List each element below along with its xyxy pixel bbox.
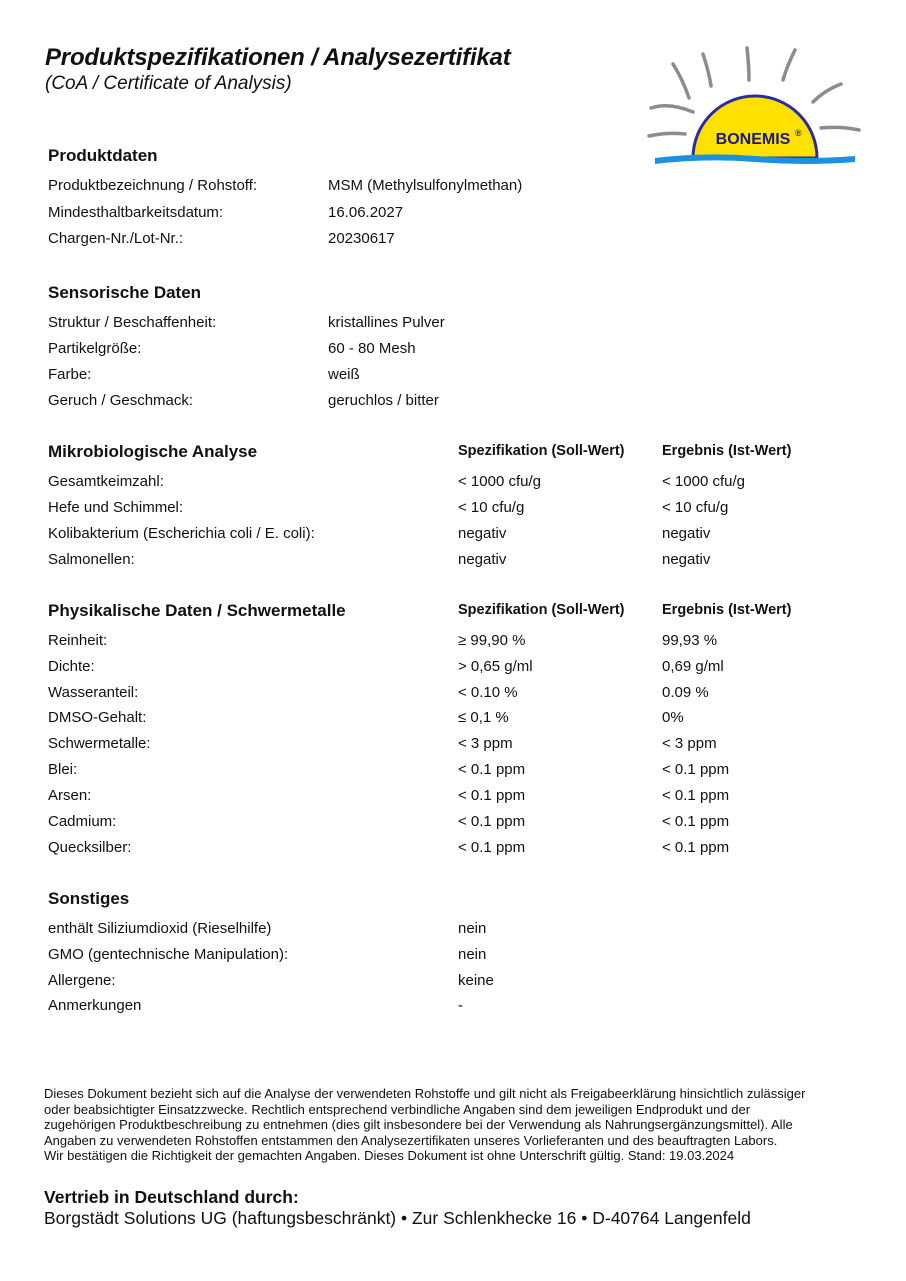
section-heading-produktdaten: Produktdaten [48, 146, 158, 165]
sensorik-label: Geruch / Geschmack: [48, 392, 194, 409]
physik-result: < 0.1 ppm [662, 813, 730, 830]
sensorik-value: weiß [328, 366, 360, 383]
physik-result: 99,93 % [662, 632, 718, 649]
produktdaten-label: Mindesthaltbarkeitsdatum: [48, 204, 224, 221]
mikro-label: Gesamtkeimzahl: [48, 473, 164, 490]
column-header-result: Ergebnis (Ist-Wert) [662, 602, 792, 618]
physik-result: 0.09 % [662, 684, 709, 701]
mikro-spec: negativ [458, 551, 507, 568]
mikro-spec: negativ [458, 525, 507, 542]
sensorik-value: kristallines Pulver [328, 314, 445, 331]
physik-spec: < 0.1 ppm [458, 813, 526, 830]
produktdaten-value: MSM (Methylsulfonylmethan) [328, 177, 523, 194]
disclaimer-line: zugehörigen Produktbeschreibung zu entnehmen (dies gilt insbesondere bei der Verwendung als Nahrungsergänzungsmittel). Alle [44, 1117, 793, 1133]
sun-logo-icon [645, 40, 865, 170]
mikro-result: negativ [662, 525, 711, 542]
logo-registered-mark: ® [795, 128, 802, 138]
physik-label: Wasseranteil: [48, 684, 139, 701]
disclaimer-line: Wir bestätigen die Richtigkeit der gemachten Angaben. Dieses Dokument ist ohne Unterschrift gültig. Stand: 19.03.2024 [44, 1148, 735, 1164]
physik-result: < 0.1 ppm [662, 761, 730, 778]
mikro-result: negativ [662, 551, 711, 568]
sonstiges-value: nein [458, 920, 487, 937]
disclaimer-line: oder beabsichtigter Einsatzzwecke. Rechtlich entsprechend verbindliche Angaben sind dem jeweiligen Endprodukt und der [44, 1101, 751, 1117]
physik-spec: ≤ 0,1 % [458, 709, 509, 726]
distributor-title: Vertrieb in Deutschland durch: [44, 1187, 299, 1207]
produktdaten-label: Produktbezeichnung / Rohstoff: [48, 177, 258, 194]
physik-label: Quecksilber: [48, 839, 132, 856]
sonstiges-label: Allergene: [48, 972, 116, 989]
mikro-result: < 10 cfu/g [662, 499, 729, 516]
disclaimer-line: Dieses Dokument bezieht sich auf die Analyse der verwendeten Rohstoffe und gilt nicht als Freigabeerklärung hinsichtlich zulässiger [44, 1086, 806, 1101]
mikro-result: < 1000 cfu/g [662, 473, 745, 490]
column-header-result: Ergebnis (Ist-Wert) [662, 443, 792, 459]
physik-label: Cadmium: [48, 813, 117, 830]
document-title: Produktspezifikationen / Analysezertifikat [45, 44, 511, 71]
physik-spec: > 0,65 g/ml [458, 658, 533, 675]
section-heading-mikrobiologie: Mikrobiologische Analyse [48, 442, 258, 461]
physik-label: Blei: [48, 761, 78, 778]
physik-result: 0% [662, 709, 684, 726]
sensorik-label: Partikelgröße: [48, 340, 142, 357]
physik-spec: ≥ 99,90 % [458, 632, 526, 649]
physik-label: DMSO-Gehalt: [48, 709, 147, 726]
disclaimer [44, 1086, 864, 1164]
section-heading-sonstiges: Sonstiges [48, 889, 130, 908]
physik-spec: < 0.1 ppm [458, 761, 526, 778]
physik-label: Reinheit: [48, 632, 108, 649]
section-heading-physik: Physikalische Daten / Schwermetalle [48, 601, 346, 620]
column-header-spec: Spezifikation (Soll-Wert) [458, 443, 625, 459]
physik-label: Arsen: [48, 787, 92, 804]
distributor-address: Borgstädt Solutions UG (haftungsbeschränkt) • Zur Schlenkhecke 16 • D-40764 Langenfeld [44, 1208, 751, 1228]
produktdaten-value: 16.06.2027 [328, 204, 404, 221]
physik-spec: < 0.10 % [458, 684, 518, 701]
sensorik-label: Struktur / Beschaffenheit: [48, 314, 217, 331]
physik-result: < 0.1 ppm [662, 839, 730, 856]
physik-result: 0,69 g/ml [662, 658, 724, 675]
physik-spec: < 0.1 ppm [458, 839, 526, 856]
sonstiges-value: - [458, 997, 463, 1014]
sonstiges-value: nein [458, 946, 487, 963]
physik-spec: < 0.1 ppm [458, 787, 526, 804]
disclaimer-line: Angaben zu verwendeten Rohstoffen entstammen den Analysezertifikaten unseres Vorlieferanten und des beauftragten Labors. [44, 1132, 778, 1148]
sonstiges-value: keine [458, 972, 494, 989]
sonstiges-label: GMO (gentechnische Manipulation): [48, 946, 289, 963]
mikro-label: Salmonellen: [48, 551, 135, 568]
mikro-spec: < 10 cfu/g [458, 499, 525, 516]
produktdaten-label: Chargen-Nr./Lot-Nr.: [48, 230, 184, 247]
mikro-label: Hefe und Schimmel: [48, 499, 184, 516]
column-header-spec: Spezifikation (Soll-Wert) [458, 602, 625, 618]
sensorik-label: Farbe: [48, 366, 92, 383]
produktdaten-value: 20230617 [328, 230, 395, 247]
physik-spec: < 3 ppm [458, 735, 513, 752]
logo-text: BONEMIS [715, 131, 791, 148]
sonstiges-label: enthält Siliziumdioxid (Rieselhilfe) [48, 920, 272, 937]
document-subtitle: (CoA / Certificate of Analysis) [45, 73, 292, 94]
section-heading-sensorik: Sensorische Daten [48, 283, 202, 302]
bonemis-logo [645, 40, 865, 170]
physik-label: Schwermetalle: [48, 735, 151, 752]
sensorik-value: geruchlos / bitter [328, 392, 439, 409]
sonstiges-label: Anmerkungen [48, 997, 142, 1014]
physik-result: < 0.1 ppm [662, 787, 730, 804]
physik-label: Dichte: [48, 658, 95, 675]
physik-result: < 3 ppm [662, 735, 717, 752]
mikro-spec: < 1000 cfu/g [458, 473, 541, 490]
mikro-label: Kolibakterium (Escherichia coli / E. coli): [48, 525, 315, 542]
sensorik-value: 60 - 80 Mesh [328, 340, 416, 357]
